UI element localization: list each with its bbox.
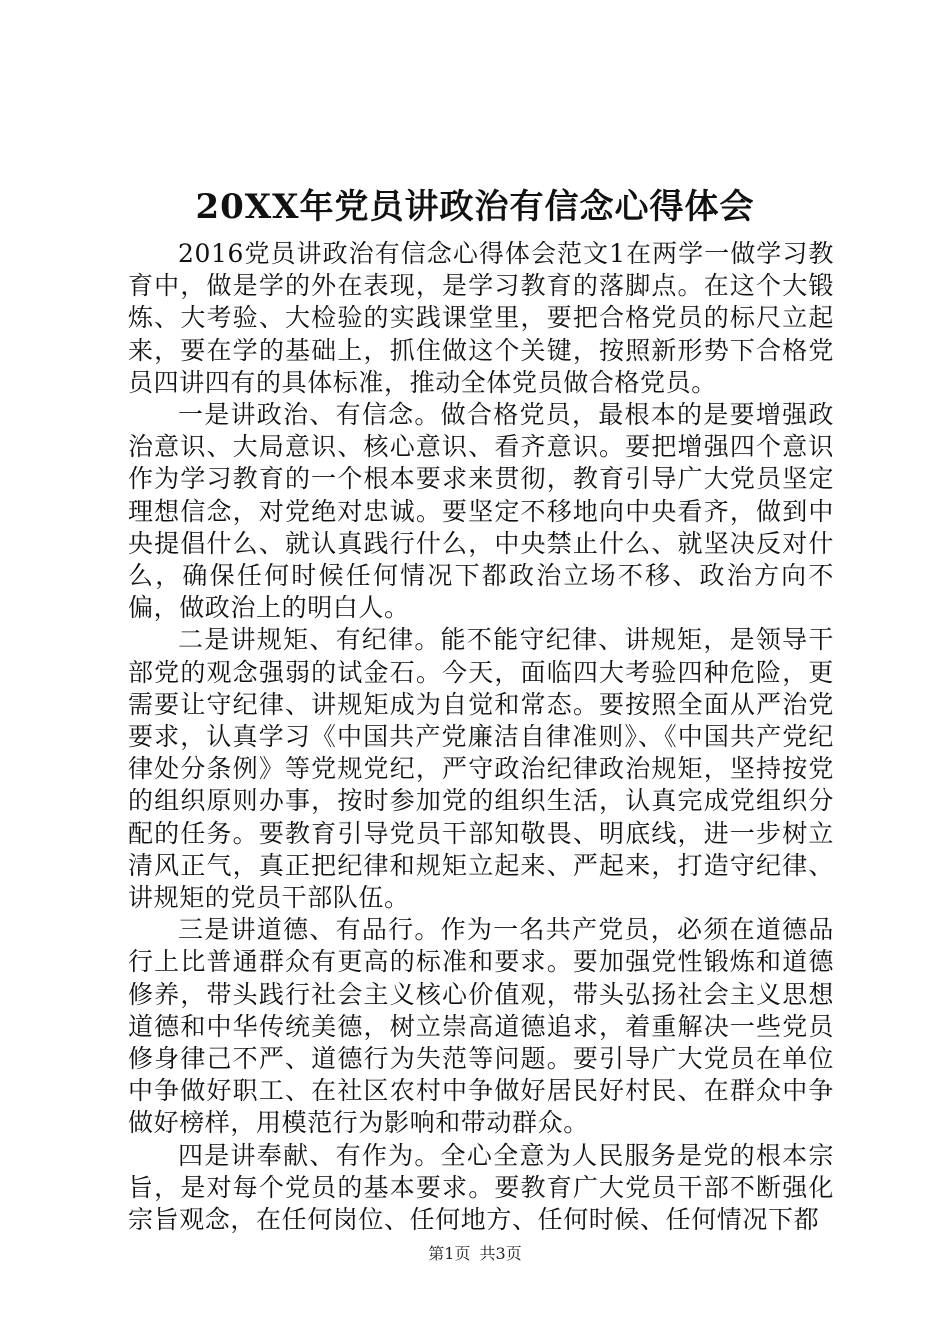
- paragraph-discipline: 二是讲规矩、有纪律。能不能守纪律、讲规矩，是领导干部党的观念强弱的试金石。今天，面临四大考验四种危险，更需要让守纪律、讲规矩成为自觉和常态。要按照全面从严治党要求，认真学习《中国共产党廉洁自律准则》、《中国共产党纪律处分条例》等党规党纪，严守政治纪律政治规矩，坚持按党的组织原则办事，按时参加党的组织生活，认真完成党组织分配的任务。要教育引导党员干部知敬畏、明底线，进一步树立清风正气，真正把纪律和规矩立起来、严起来，打造守纪律、讲规矩的党员干部队伍。: [128, 625, 834, 913]
- paragraph-dedication: 四是讲奉献、有作为。全心全意为人民服务是党的根本宗旨，是对每个党员的基本要求。要教育广大党员干部不断强化宗旨观念，在任何岗位、任何地方、任何时候、任何情况下都: [128, 1140, 834, 1235]
- paragraph-politics: 一是讲政治、有信念。做合格党员，最根本的是要增强政治意识、大局意识、核心意识、看齐意识。要把增强四个意识作为学习教育的一个根本要求来贯彻，教育引导广大党员坚定理想信念，对党绝对忠诚。要坚定不移地向中央看齐，做到中央提倡什么、就认真践行什么，中央禁止什么、就坚决反对什么，确保任何时候任何情况下都政治立场不移、政治方向不偏，做政治上的明白人。: [128, 400, 834, 623]
- paragraph-morality: 三是讲道德、有品行。作为一名共产党员，必须在道德品行上比普通群众有更高的标准和要求。要加强党性锻炼和道德修养，带头践行社会主义核心价值观，带头弘扬社会主义思想道德和中华传统美德，树立崇高道德追求，着重解决一些党员修身律己不严、道德行为失范等问题。要引导广大党员在单位中争做好职工、在社区农村中争做好居民好村民、在群众中争做好榜样，用模范行为影响和带动群众。: [128, 915, 834, 1138]
- total-pages: 共3页: [479, 1244, 522, 1263]
- document-body: [128, 238, 834, 1236]
- page-number: 第1页: [428, 1244, 471, 1263]
- page-footer: [0, 1244, 950, 1264]
- paragraph-intro: 2016党员讲政治有信念心得体会范文1在两学一做学习教育中，做是学的外在表现，是学习教育的落脚点。在这个大锻炼、大考验、大检验的实践课堂里，要把合格党员的标尺立起来，要在学的基础上，抓住做这个关键，按照新形势下合格党员四讲四有的具体标准，推动全体党员做合格党员。: [128, 239, 834, 397]
- document-title: 20XX年党员讲政治有信念心得体会: [195, 187, 755, 227]
